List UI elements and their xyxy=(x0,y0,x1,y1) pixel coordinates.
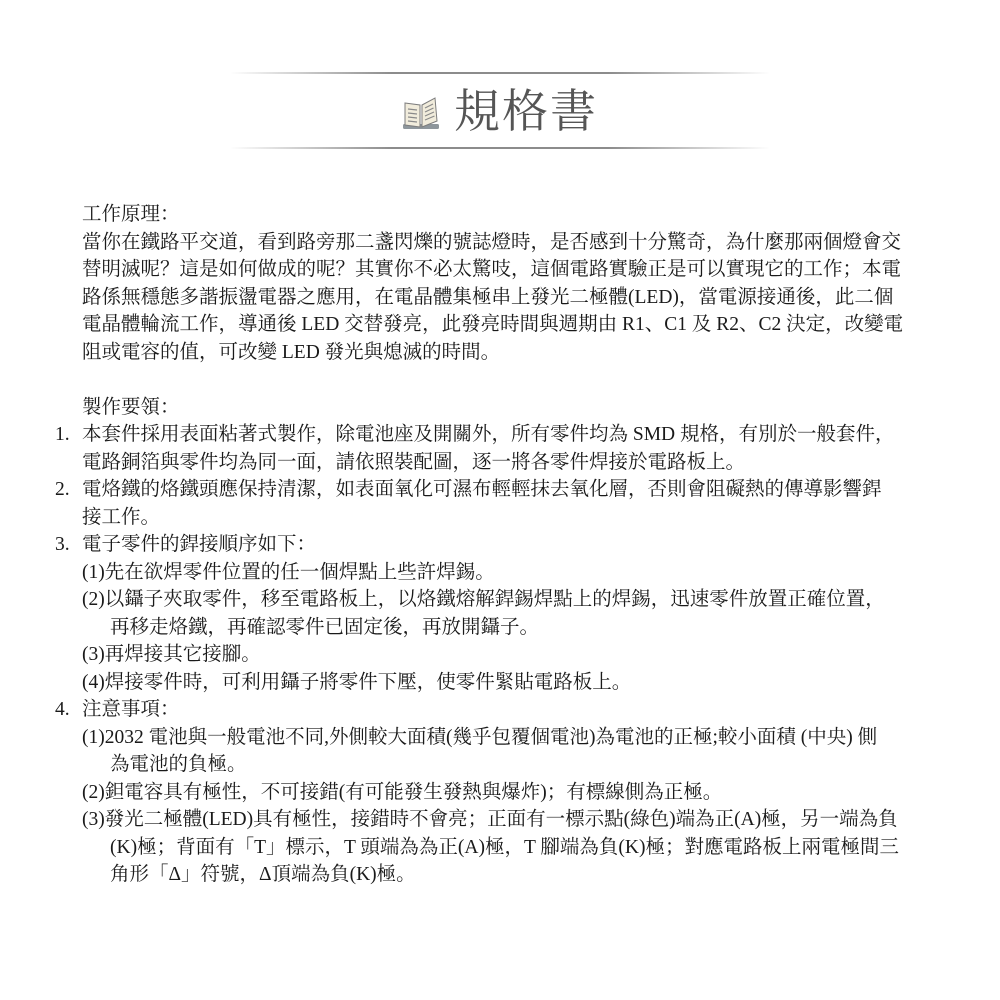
instructions-heading: 製作要領： xyxy=(82,397,180,418)
principle-line: 替明滅呢？這是如何做成的呢？其實你不必太驚吱，這個電路實驗正是可以實現它的工作；本電 xyxy=(82,259,902,280)
page-title: 規格書 xyxy=(454,84,598,138)
principle-heading: 工作原理： xyxy=(82,204,180,225)
subitem-line: (3)再焊接其它接腳。 xyxy=(82,644,261,665)
header-divider-top xyxy=(230,72,770,74)
item-number: 3. xyxy=(55,534,70,555)
item-number: 1. xyxy=(55,424,70,445)
subitem-line: (4)焊接零件時，可利用鑷子將零件下壓，使零件緊貼電路板上。 xyxy=(82,671,632,693)
item-line: 電路銅箔與零件均為同一面，請依照裝配圖，逐一將各零件焊接於電路板上。 xyxy=(82,451,746,473)
item-line: 接工作。 xyxy=(82,506,161,528)
subitem-line: (2)以鑷子夾取零件，移至電路板上，以烙鐵熔解銲錫焊點上的焊錫，迅速零件放置正確位置， xyxy=(82,589,885,610)
item-line: 電子零件的銲接順序如下： xyxy=(82,534,317,555)
subitem-line: (1)先在欲焊零件位置的任一個焊點上些許焊錫。 xyxy=(82,561,495,583)
item-line: 注意事項： xyxy=(82,699,180,720)
principle-line: 阻或電容的值，可改變 LED 發光與熄滅的時間。 xyxy=(82,341,501,363)
item-number: 4. xyxy=(55,699,70,720)
subitem-line: (1)2032 電池與一般電池不同,外側較大面積(幾乎包覆個電池)為電池的正極;較小面積 (中央) 側 xyxy=(82,726,878,748)
subitem-line: 再移走烙鐵，再確認零件已固定後，再放開鑷子。 xyxy=(110,616,540,638)
item-number: 2. xyxy=(55,479,70,500)
principle-line: 電晶體輪流工作，導通後 LED 交替發亮，此發亮時間與週期由 R1、C1 及 R2、C2 決定，改變電 xyxy=(82,314,904,335)
principle-line: 當你在鐵路平交道，看到路旁那二盞閃爍的號誌燈時，是否感到十分驚奇，為什麼那兩個燈會交 xyxy=(82,231,902,253)
item-line: 電烙鐵的烙鐵頭應保持清潔，如表面氧化可濕布輕輕抹去氧化層，否則會阻礙熱的傳導影響銲 xyxy=(82,479,882,500)
item-line: 本套件採用表面粘著式製作，除電池座及開關外，所有零件均為 SMD 規格，有別於一般套件， xyxy=(82,424,895,445)
subitem-line: (3)發光二極體(LED)具有極性，接錯時不會亮；正面有一標示點(綠色)端為正(A)極，另一端為負 xyxy=(82,809,898,830)
subitem-line: 為電池的負極。 xyxy=(110,754,247,775)
page-header xyxy=(0,80,1000,142)
subitem-line: (K)極；背面有「T」標示，T 頭端為為正(A)極，T 腳端為負(K)極；對應電路板上兩電極間三 xyxy=(110,836,899,858)
subitem-line: 角形「Δ」符號，Δ頂端為負(K)極。 xyxy=(110,864,416,885)
principle-line: 路係無穩態多諧振盪電器之應用，在電晶體集極串上發光二極體(LED)，當電源接通後，此二個 xyxy=(82,286,894,308)
header-divider-bottom xyxy=(230,147,770,149)
subitem-line: (2)鉭電容具有極性，不可接錯(有可能發生發熱與爆炸)；有標線側為正極。 xyxy=(82,781,723,803)
book-icon xyxy=(402,97,440,131)
